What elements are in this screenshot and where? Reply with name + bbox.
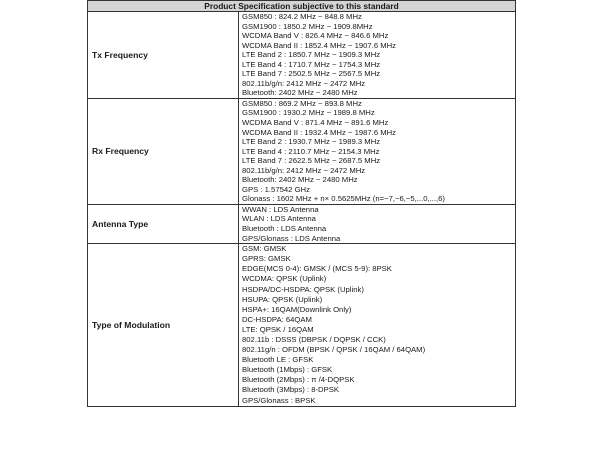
row-label-rx-frequency: Rx Frequency: [88, 98, 239, 204]
value-line: GPRS: GMSK: [242, 254, 291, 264]
value-line: HSUPA: QPSK (Uplink): [242, 294, 323, 304]
value-line: 802.11g/n : OFDM (BPSK / QPSK / 16QAM / 64QAM): [242, 345, 426, 355]
value-line: GPS/Glonass : BPSK: [242, 395, 316, 405]
value-line: Bluetooth: 2402 MHz ~ 2480 MHz: [242, 175, 358, 185]
value-line: LTE Band 4 : 2110.7 MHz ~ 2154.3 MHz: [242, 146, 380, 156]
row-label-tx-frequency: Tx Frequency: [88, 12, 239, 99]
value-line: WWAN : LDS Antenna: [242, 204, 319, 214]
value-line: GSM850 : 824.2 MHz ~ 848.8 MHz: [242, 12, 362, 21]
value-line: GPS/Glonass : LDS Antenna: [242, 233, 341, 243]
row-label-antenna-type: Antenna Type: [88, 204, 239, 243]
table-row-rx-frequency: [88, 98, 516, 204]
value-line: EDGE(MCS 0-4): GMSK / (MCS 5-9): 8PSK: [242, 264, 392, 274]
value-line: HSPA+: 16QAM(Downlink Only): [242, 304, 352, 314]
value-line: 802.11b : DSSS (DBPSK / DQPSK / CCK): [242, 334, 386, 344]
value-line: WLAN : LDS Antenna: [242, 214, 316, 224]
value-line: LTE Band 4 : 1710.7 MHz ~ 1754.3 MHz: [242, 59, 381, 69]
value-line: LTE Band 2 : 1850.7 MHz ~ 1909.3 MHz: [242, 50, 381, 60]
value-line: LTE: QPSK / 16QAM: [242, 324, 314, 334]
table-row-antenna-type: [88, 204, 516, 243]
value-line: HSDPA/DC-HSDPA: QPSK (Uplink): [242, 284, 364, 294]
row-values-antenna-type: [239, 204, 516, 243]
value-line: WCDMA Band V : 826.4 MHz ~ 846.6 MHz: [242, 31, 389, 41]
value-line: Bluetooth (1Mbps) : GFSK: [242, 365, 333, 375]
value-line: 802.11b/g/n: 2412 MHz ~ 2472 MHz: [242, 78, 366, 88]
value-line: WCDMA Band II : 1932.4 MHz ~ 1987.6 MHz: [242, 127, 397, 137]
table-header: Product Specification subjective to this standard: [88, 1, 516, 12]
value-line: Bluetooth (2Mbps) : π /4-DQPSK: [242, 375, 355, 385]
table-header-row: [88, 1, 516, 12]
table-row-tx-frequency: [88, 12, 516, 99]
row-label-type-of-modulation: Type of Modulation: [88, 244, 239, 407]
value-line: Bluetooth: 2402 MHz ~ 2480 MHz: [242, 88, 358, 98]
value-line: GSM: GMSK: [242, 244, 287, 254]
value-line: GSM1900 : 1850.2 MHz ~ 1909.8MHz: [242, 21, 373, 31]
table-row-type-of-modulation: [88, 244, 516, 407]
value-line: LTE Band 7 : 2502.5 MHz ~ 2567.5 MHz: [242, 69, 381, 79]
value-line: DC-HSDPA: 64QAM: [242, 314, 312, 324]
value-line: Bluetooth LE : GFSK: [242, 355, 314, 365]
value-line: Glonass : 1602 MHz + n× 0.5625MHz (n=−7,−6,−5,...0,...,6): [242, 194, 445, 204]
value-line: GPS : 1.57542 GHz: [242, 184, 310, 194]
value-line: WCDMA Band V : 871.4 MHz ~ 891.6 MHz: [242, 118, 389, 128]
value-line: GSM850 : 869.2 MHz ~ 893.8 MHz: [242, 98, 362, 108]
value-line: Bluetooth (3Mbps) : 8-DPSK: [242, 385, 339, 395]
value-line: WCDMA Band II : 1852.4 MHz ~ 1907.6 MHz: [242, 40, 397, 50]
row-values-rx-frequency: [239, 98, 516, 204]
row-values-tx-frequency: [239, 12, 516, 99]
row-values-type-of-modulation: [239, 244, 516, 407]
spec-table: [87, 0, 516, 407]
value-line: LTE Band 2 : 1930.7 MHz ~ 1989.3 MHz: [242, 137, 381, 147]
value-line: 802.11b/g/n: 2412 MHz ~ 2472 MHz: [242, 165, 366, 175]
value-line: WCDMA: QPSK (Uplink): [242, 274, 327, 284]
value-line: GSM1900 : 1930.2 MHz ~ 1989.8 MHz: [242, 108, 375, 118]
value-line: Bluetooth : LDS Antenna: [242, 224, 327, 234]
value-line: LTE Band 7 : 2622.5 MHz ~ 2687.5 MHz: [242, 156, 381, 166]
